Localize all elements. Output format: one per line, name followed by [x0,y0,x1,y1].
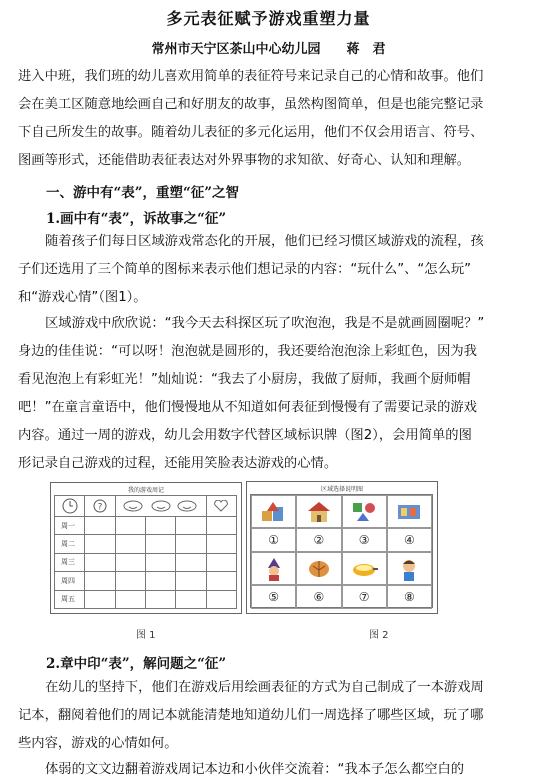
text-line: 内容。通过一周的游戏，幼儿会用数字代替区域标识牌（图2），会用简单的图 [18,428,472,443]
text-line: 子们还选用了三个简单的图标来表示他们想记录的内容：“玩什么”、“怎么玩” [18,262,472,277]
text-line: 会在美工区随意地绘画自己和好朋友的故事，虽然构图简单，但是也能完整记录 [18,97,484,112]
day-label: 周二 [55,535,85,553]
area-number [342,528,387,552]
heart-icon [206,496,236,517]
figure-1-caption: 图 1 [136,630,156,641]
subsection-heading-2: 2.章中印“表”，解问题之“征” [46,656,227,672]
day-label: 周一 [55,517,85,535]
area-number-label: ⑤ [268,590,279,604]
boy-character-icon [387,552,432,585]
subsection-heading-1: 1.画中有“表”，诉故事之“征” [46,211,227,227]
area-number-label: ④ [403,533,415,547]
intro-paragraph [18,63,522,175]
day-label: 周三 [55,553,85,571]
area-number [296,528,341,552]
day-label: 周五 [55,590,85,608]
area-number-label: ② [313,533,325,547]
text-line: 吧！”在童言童语中，他们慢慢地从不知道如何表征到慢慢有了需要记录的游戏 [18,400,477,415]
area-grid [250,494,433,608]
text-line: 形记录自己游戏的过程，还能用笑脸表达游戏的心情。 [18,456,338,471]
area-number-label: ⑦ [358,590,370,604]
day-label: 周四 [55,572,85,590]
text-line: 看见泡泡上有彩虹光！”灿灿说：“我去了小厨房，我做了厨师，我画个厨师帽 [18,372,471,387]
paragraph-2 [18,310,522,478]
area-number [251,585,296,609]
svg-text:?: ? [97,502,103,513]
text-line: 进入中班，我们班的幼儿喜欢用简单的表征符号来记录自己的心情和故事。他们 [18,69,484,84]
text-line: 区域游戏中欣欣说：“我今天去科探区玩了吹泡泡，我是不是就画圆圈呢？” [45,316,485,331]
text-line: 随着孩子们每日区域游戏常态化的开展，他们已经习惯区域游戏的流程，孩 [45,234,484,249]
area-number [251,528,296,552]
area-number [342,585,387,609]
area-number-label: ③ [358,533,370,547]
area-number [387,585,432,609]
area-number [387,528,432,552]
witch-character-icon [251,552,296,585]
area-number-label: ⑥ [313,590,325,604]
sketch-faces-icon [115,496,206,517]
text-line: 在幼儿的坚持下，他们在游戏后用绘画表征的方式为自己制成了一本游戏周 [45,680,484,695]
sorting-icon [387,495,432,528]
leaf-art-icon [296,552,341,585]
area-number-label: ⑧ [403,590,415,604]
area-number-label: ① [268,533,279,547]
figure-2-caption: 图 2 [369,630,389,641]
cooking-pot-icon [342,552,387,585]
section-heading-1: 一、游中有“表”，重塑“征”之智 [46,185,240,201]
paragraph-1 [18,228,522,312]
building-blocks-icon [251,495,296,528]
paragraph-4 [18,756,522,784]
house-icon [296,495,341,528]
author-line: 常州市天宁区茶山中心幼儿园 蒋 君 [151,42,386,57]
paragraph-3 [18,674,522,758]
figure-1-record-table [50,482,242,614]
text-line: 图画等形式，还能借助表征表达对外界事物的求知欲、好奇心、认知和理解。 [18,153,471,168]
text-line: 和“游戏心情”（图1）。 [18,290,147,305]
text-line: 记本，翻阅着他们的周记本就能清楚地知道幼儿们一周选择了哪些区域，玩了哪 [18,708,484,723]
text-line: 下自己所发生的故事。随着幼儿表征的多元化运用，他们不仅会用语言、符号、 [18,125,484,140]
figure-1-title: 我的游戏周记 [127,487,164,494]
figure-2-area-chart [246,481,438,614]
page-title: 多元表征赋予游戏重塑力量 [166,9,371,28]
clock-icon [55,496,85,517]
shapes-icon [342,495,387,528]
text-line: 些内容，游戏的心情如何。 [18,736,178,751]
figure-2-title: 区域选择说明图 [320,486,363,493]
question-icon [85,496,115,517]
area-number [296,585,341,609]
text-line: 体弱的文文边翻着游戏周记本边和小伙伴交流着：“我本子怎么都空白的 [45,762,465,777]
text-line: 身边的佳佳说：“可以呀！泡泡就是圆形的，我还要给泡泡涂上彩虹色，因为我 [18,344,477,359]
weekly-record-table [54,495,237,609]
